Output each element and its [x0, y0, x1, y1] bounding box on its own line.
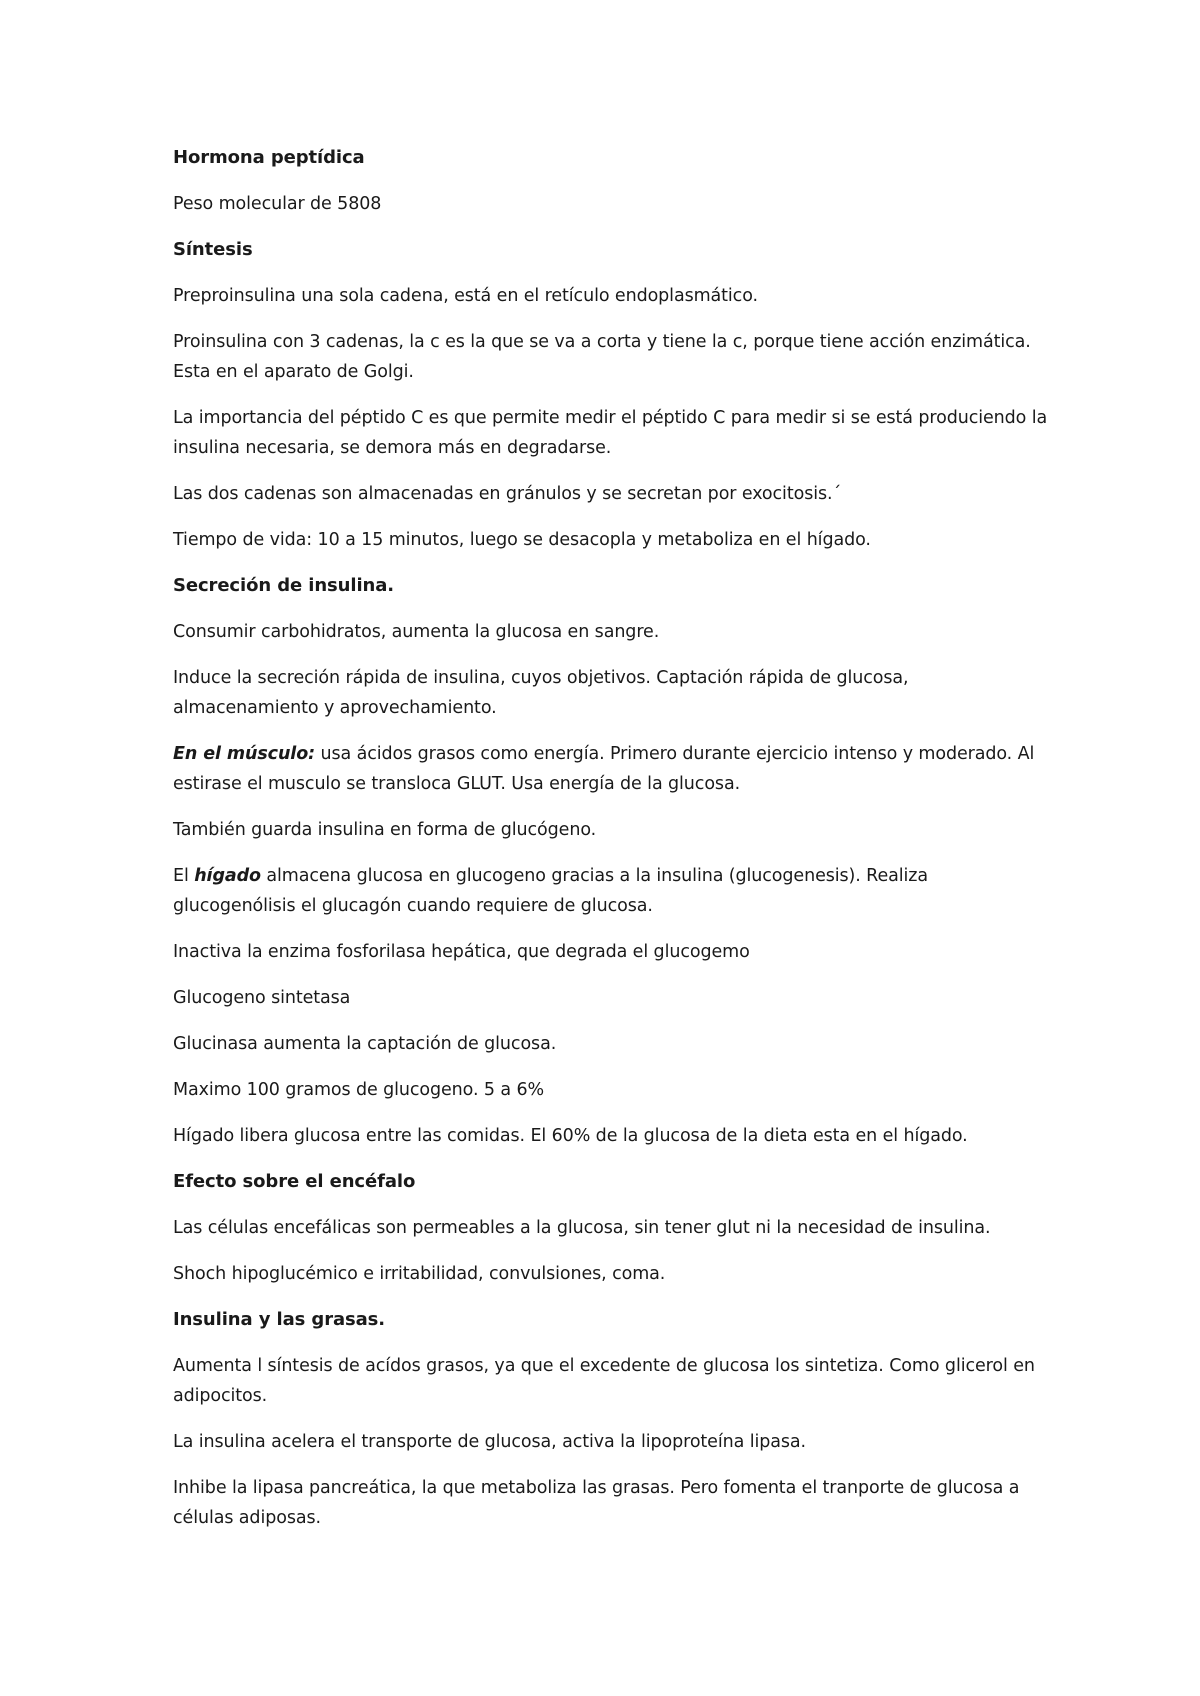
heading-sintesis: Síntesis — [173, 239, 253, 260]
paragraph-celulas-encefalicas: Las células encefálicas son permeables a la glucosa, sin tener glut ni la necesidad de insulina. — [173, 1218, 991, 1238]
paragraph-higado — [173, 861, 1053, 921]
paragraph-shoch-hipoglucemico: Shoch hipoglucémico e irritabilidad, convulsiones, coma. — [173, 1264, 666, 1284]
paragraph-consumir-carbohidratos: Consumir carbohidratos, aumenta la glucosa en sangre. — [173, 622, 660, 642]
heading-insulina-grasas: Insulina y las grasas. — [173, 1309, 386, 1330]
paragraph-higado-libera: Hígado libera glucosa entre las comidas. El 60% de la glucosa de la dieta esta en el hígado. — [173, 1126, 968, 1146]
paragraph-tiempo-de-vida: Tiempo de vida: 10 a 15 minutos, luego se desacopla y metaboliza en el hígado. — [173, 530, 871, 550]
heading-secrecion-insulina: Secreción de insulina. — [173, 575, 395, 596]
musculo-text: usa ácidos grasos como energía. Primero durante ejercicio intenso y moderado. Al estirase el musculo se transloca GLUT. Usa energía de la glucosa. — [173, 744, 1035, 794]
higado-label: hígado — [194, 866, 261, 886]
musculo-label: En el músculo: — [173, 744, 316, 764]
paragraph-dos-cadenas: Las dos cadenas son almacenadas en gránulos y se secretan por exocitosis.´ — [173, 484, 842, 504]
heading-efecto-encefalo: Efecto sobre el encéfalo — [173, 1171, 416, 1192]
paragraph-glucogeno-sintetasa: Glucogeno sintetasa — [173, 988, 351, 1008]
paragraph-preproinsulina: Preproinsulina una sola cadena, está en el retículo endoplasmático. — [173, 286, 758, 306]
paragraph-tambien-guarda: También guarda insulina en forma de glucógeno. — [173, 820, 597, 840]
paragraph-proinsulina: Proinsulina con 3 cadenas, la c es la que se va a corta y tiene la c, porque tiene acción enzimática. Esta en el aparato de Golgi. — [173, 332, 1031, 382]
higado-text: almacena glucosa en glucogeno gracias a la insulina (glucogenesis). Realiza glucogenólisis el glucagón cuando requiere de glucosa. — [173, 866, 928, 916]
paragraph-peso-molecular: Peso molecular de 5808 — [173, 194, 382, 214]
paragraph-importancia-peptido-c: La importancia del péptido C es que permite medir el péptido C para medir si se está produciendo la insulina necesaria, se demora más en degradarse. — [173, 408, 1048, 458]
heading-hormona-peptidica: Hormona peptídica — [173, 147, 365, 168]
paragraph-maximo-glucogeno: Maximo 100 gramos de glucogeno. 5 a 6% — [173, 1080, 545, 1100]
document-body — [173, 143, 1053, 1549]
paragraph-aumenta-sintesis: Aumenta l síntesis de acídos grasos, ya que el excedente de glucosa los sintetiza. Como glicerol en adipocitos. — [173, 1356, 1035, 1406]
paragraph-glucinasa: Glucinasa aumenta la captación de glucosa. — [173, 1034, 557, 1054]
paragraph-inactiva-enzima: Inactiva la enzima fosforilasa hepática, que degrada el glucogemo — [173, 942, 750, 962]
paragraph-induce-secrecion: Induce la secreción rápida de insulina, cuyos objetivos. Captación rápida de glucosa, almacenamiento y aprovechamiento. — [173, 668, 909, 718]
paragraph-musculo — [173, 739, 1053, 799]
paragraph-inhibe-lipasa: Inhibe la lipasa pancreática, la que metaboliza las grasas. Pero fomenta el tranporte de glucosa a células adiposas. — [173, 1478, 1020, 1528]
higado-prefix: El — [173, 866, 195, 886]
paragraph-acelera-transporte: La insulina acelera el transporte de glucosa, activa la lipoproteína lipasa. — [173, 1432, 806, 1452]
